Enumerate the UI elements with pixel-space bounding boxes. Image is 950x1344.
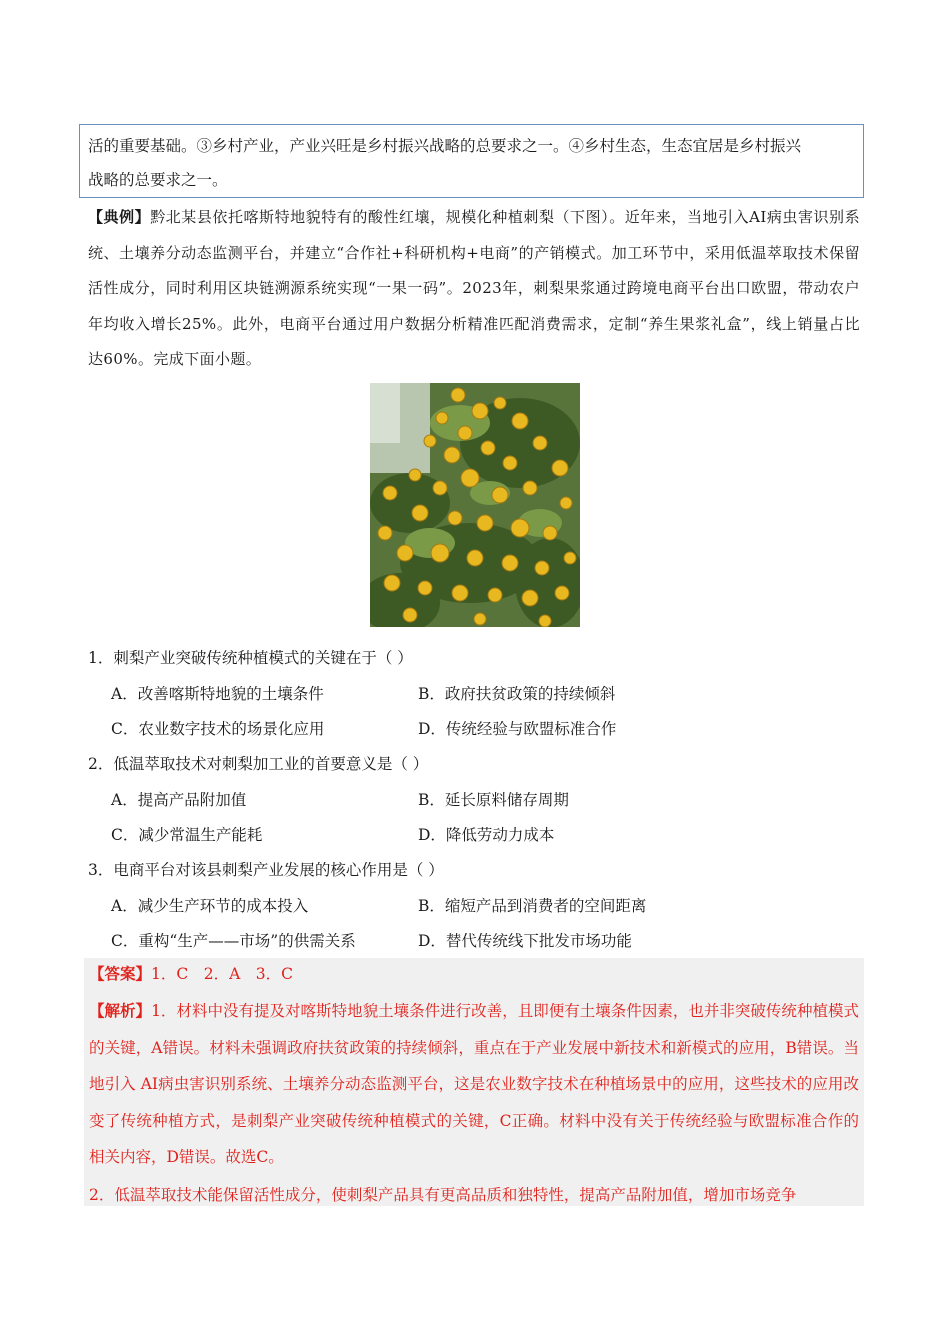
analysis-tag: 【解析】 — [89, 1001, 152, 1020]
analysis-paragraph-1 — [89, 993, 859, 1176]
question-3-option-b: B．缩短产品到消费者的空间距离 — [418, 897, 647, 915]
question-2-option-a: A．提高产品附加值 — [111, 791, 247, 809]
question-3-option-a: A．减少生产环节的成本投入 — [111, 897, 309, 915]
analysis-text-1: 1．材料中没有提及对喀斯特地貌土壤条件进行改善，且即便有土壤条件因素，也并非突破传统种植模式的关键，A错误。材料未强调政府扶贫政策的持续倾斜，重点在于产业发展中新技术和新模式的应用，B错误。当地引入 AI病虫害识别系统、土壤养分动态监测平台，这是农业数字技术在种植场景中的应用，这些技术的应用改变了传统种植方式，是刺梨产业突破传统种植模式的关键，C正确。材料中没有关于传统经验与欧盟标准合作的相关内容，D错误。故选C。 — [89, 1002, 859, 1166]
example-tag: 【典例】 — [88, 208, 151, 226]
answer-tag: 【答案】 — [89, 964, 152, 983]
continuation-line-2: 战略的总要求之一。 — [88, 171, 228, 189]
question-3-option-c: C．重构“生产——市场”的供需关系 — [111, 932, 356, 950]
question-3-option-d: D．替代传统线下批发市场功能 — [418, 932, 632, 950]
question-2-option-c: C．减少常温生产能耗 — [111, 826, 263, 844]
question-1-option-d: D．传统经验与欧盟标准合作 — [418, 720, 617, 738]
answer-text: 1．C 2．A 3．C — [151, 965, 294, 983]
question-1-option-b: B．政府扶贫政策的持续倾斜 — [418, 685, 616, 703]
question-2-option-d: D．降低劳动力成本 — [418, 826, 555, 844]
continuation-box — [79, 124, 864, 198]
example-paragraph — [88, 200, 860, 378]
cili-fruit-photo — [370, 383, 580, 627]
continuation-line-1: 活的重要基础。③乡村产业，产业兴旺是乡村振兴战略的总要求之一。④乡村生态，生态宜居是乡村振兴 — [88, 137, 802, 155]
question-1-stem: 1．刺梨产业突破传统种植模式的关键在于（ ） — [88, 649, 413, 667]
question-2-stem: 2．低温萃取技术对刺梨加工业的首要意义是（ ） — [88, 755, 429, 773]
question-2-option-b: B．延长原料储存周期 — [418, 791, 569, 809]
example-text: 黔北某县依托喀斯特地貌特有的酸性红壤，规模化种植刺梨（下图）。近年来，当地引入AI病虫害识别系统、土壤养分动态监测平台，并建立“合作社+科研机构+电商”的产销模式。加工环节中，采用低温萃取技术保留活性成分，同时利用区块链溯源系统实现“一果一码”。2023年，刺梨果浆通过跨境电商平台出口欧盟，带动农户年均收入增长25%。此外，电商平台通过用户数据分析精准匹配消费需求，定制“养生果浆礼盒”，线上销量占比达60%。完成下面小题。 — [88, 208, 860, 368]
question-3-stem: 3．电商平台对该县刺梨产业发展的核心作用是（ ） — [88, 861, 444, 879]
question-1-option-c: C．农业数字技术的场景化应用 — [111, 720, 325, 738]
question-1-option-a: A．改善喀斯特地貌的土壤条件 — [111, 685, 324, 703]
answer-line — [89, 956, 859, 993]
analysis-paragraph-2: 2．低温萃取技术能保留活性成分，使刺梨产品具有更高品质和独特性，提高产品附加值，增加市场竞争 — [89, 1186, 797, 1204]
